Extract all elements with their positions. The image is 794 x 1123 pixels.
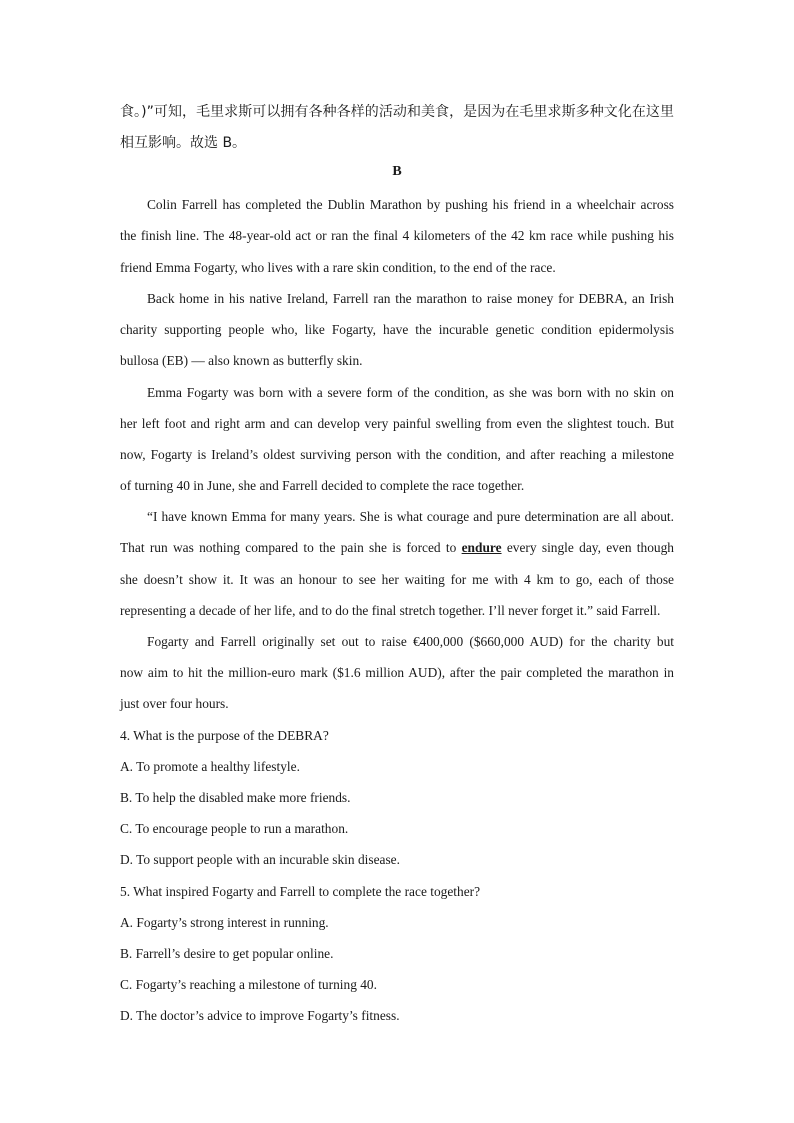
question-4-option-c: C. To encourage people to run a marathon. xyxy=(120,821,349,836)
question-5-option-d: D. The doctor’s advice to improve Fogarty’s fitness. xyxy=(120,1008,400,1023)
p4-line-2 xyxy=(120,538,674,558)
p5-line-2: now aim to hit the million-euro mark ($1.6 million AUD), after the pair completed the marathon in xyxy=(120,665,674,680)
section-heading: B xyxy=(392,164,402,179)
question-4-stem: 4. What is the purpose of the DEBRA? xyxy=(120,728,329,743)
p1-line-2: the finish line. The 48-year-old act or ran the final 4 kilometers of the 42 km race while pushing his xyxy=(120,228,674,243)
p5-line-1: Fogarty and Farrell originally set out to raise €400,000 ($660,000 AUD) for the charity but xyxy=(147,634,674,649)
p4-line-4: representing a decade of her life, and to do the final stretch together. I’ll never forget it.” said Farrell. xyxy=(120,603,661,618)
question-4-option-b: B. To help the disabled make more friends. xyxy=(120,790,351,805)
p4-line-3: she doesn’t show it. It was an honour to see her waiting for me with 4 km to go, each of those xyxy=(120,572,674,587)
keyword-endure: endure xyxy=(461,540,502,555)
intro-line-1: 食。)”可知，毛里求斯可以拥有各种各样的活动和美食，是因为在毛里求斯多种文化在这里 xyxy=(120,104,674,120)
p4-line-2-before: That run was nothing compared to the pain she is forced to xyxy=(120,540,462,555)
question-5-stem: 5. What inspired Fogarty and Farrell to complete the race together? xyxy=(120,884,481,899)
intro-line-2: 相互影响。故选 B。 xyxy=(120,135,247,151)
p2-line-2: charity supporting people who, like Fogarty, have the incurable genetic condition epidermolysis xyxy=(120,322,674,337)
question-5-option-c: C. Fogarty’s reaching a milestone of turning 40. xyxy=(120,977,377,992)
p2-line-3: bullosa (EB) — also known as butterfly skin. xyxy=(120,353,363,368)
question-5-option-b: B. Farrell’s desire to get popular online. xyxy=(120,946,334,961)
question-4-option-d: D. To support people with an incurable skin disease. xyxy=(120,852,400,867)
p4-line-1: “I have known Emma for many years. She is what courage and pure determination are all about. xyxy=(147,509,674,524)
p3-line-3: now, Fogarty is Ireland’s oldest surviving person with the condition, and after reaching a milestone xyxy=(120,447,674,462)
p3-line-4: of turning 40 in June, she and Farrell decided to complete the race together. xyxy=(120,478,525,493)
p1-line-1: Colin Farrell has completed the Dublin Marathon by pushing his friend in a wheelchair across xyxy=(147,197,674,212)
p4-line-2-after: every single day, even though xyxy=(501,540,674,555)
p1-line-3: friend Emma Fogarty, who lives with a rare skin condition, to the end of the race. xyxy=(120,260,556,275)
question-4-option-a: A. To promote a healthy lifestyle. xyxy=(120,759,300,774)
p5-line-3: just over four hours. xyxy=(120,696,229,711)
p3-line-2: her left foot and right arm and can develop very painful swelling from even the slightest touch. But xyxy=(120,416,674,431)
p3-line-1: Emma Fogarty was born with a severe form of the condition, as she was born with no skin on xyxy=(147,385,674,400)
p2-line-1: Back home in his native Ireland, Farrell ran the marathon to raise money for DEBRA, an Irish xyxy=(147,291,674,306)
question-5-option-a: A. Fogarty’s strong interest in running. xyxy=(120,915,329,930)
